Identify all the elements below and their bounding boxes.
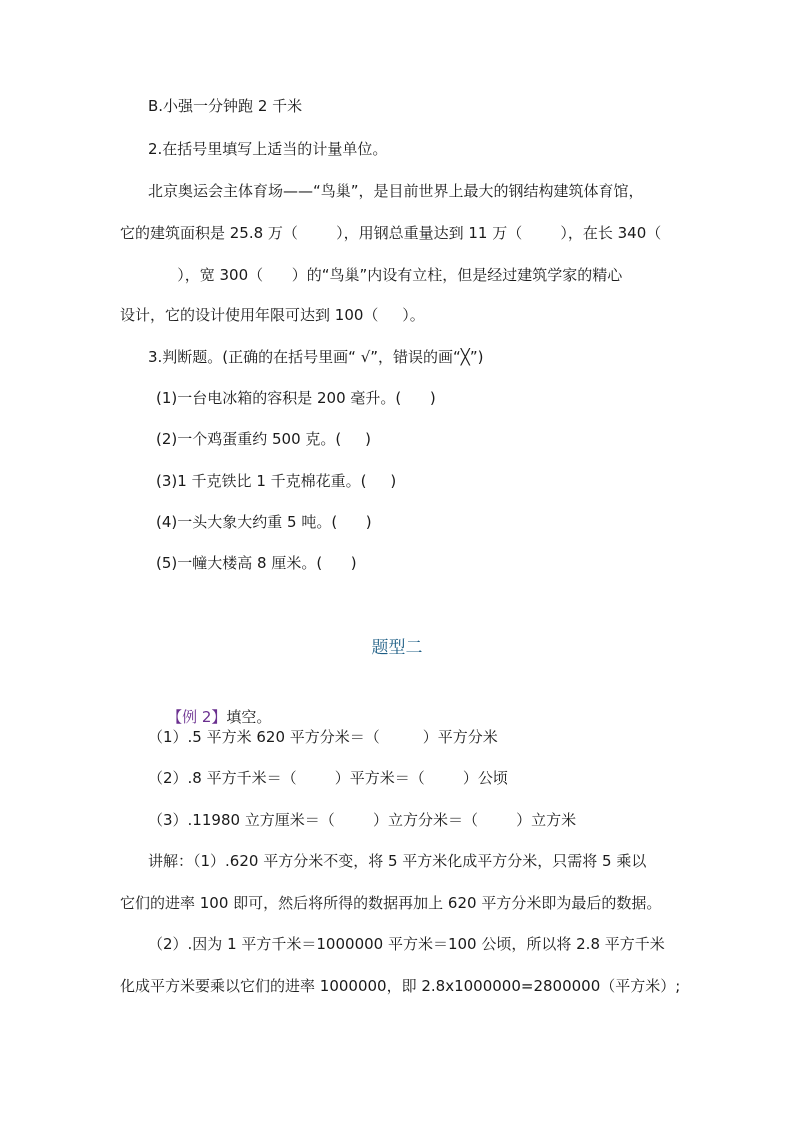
question-3-title: 3.判断题。(正确的在括号里画“ √”，错误的画“╳”) (148, 348, 484, 366)
fill-item: （1）.5 平方米 620 平方分米＝（ ）平方分米 (148, 728, 498, 746)
explanation-line: 化成平方米要乘以它们的进率 1000000，即 2.8x1000000=2800000（平方米）; (120, 977, 681, 995)
question-2-title: 2.在括号里填写上适当的计量单位。 (148, 140, 388, 158)
fill-item: （2）.8 平方千米＝（ ）平方米＝（ ）公顷 (148, 769, 508, 787)
paragraph-line: 北京奥运会主体育场——“鸟巢”，是目前世界上最大的钢结构建筑体育馆， (148, 182, 644, 200)
example-tag: 【例 2】 (167, 708, 227, 726)
judge-item: (3)1 千克铁比 1 千克棉花重。( ) (156, 472, 397, 490)
explanation-line: 讲解：（1）.620 平方分米不变，将 5 平方米化成平方分米，只需将 5 乘以 (148, 852, 647, 870)
paragraph-line: 它的建筑面积是 25.8 万（ ），用钢总重量达到 11 万（ ），在长 340（ (120, 224, 662, 242)
fill-item: （3）.11980 立方厘米＝（ ）立方分米＝（ ）立方米 (148, 811, 577, 829)
paragraph-line: 设计，它的设计使用年限可达到 100（ ）。 (120, 306, 425, 324)
judge-item: (5)一幢大楼高 8 厘米。( ) (156, 554, 357, 572)
paragraph-line: ），宽 300（ ）的“鸟巢”内设有立柱，但是经过建筑学家的精心 (120, 266, 623, 284)
explanation-line: （2）.因为 1 平方千米＝1000000 平方米＝100 公顷，所以将 2.8 平方千米 (148, 935, 665, 953)
judge-item: (2)一个鸡蛋重约 500 克。( ) (156, 430, 371, 448)
option-b: B.小强一分钟跑 2 千米 (148, 97, 303, 115)
explanation-line: 它们的进率 100 即可，然后将所得的数据再加上 620 平方分米即为最后的数据。 (120, 894, 662, 912)
judge-item: (1)一台电冰箱的容积是 200 毫升。( ) (156, 389, 436, 407)
section-title: 题型二 (371, 638, 423, 658)
judge-item: (4)一头大象大约重 5 吨。( ) (156, 513, 372, 531)
example-text: 填空。 (226, 708, 272, 726)
